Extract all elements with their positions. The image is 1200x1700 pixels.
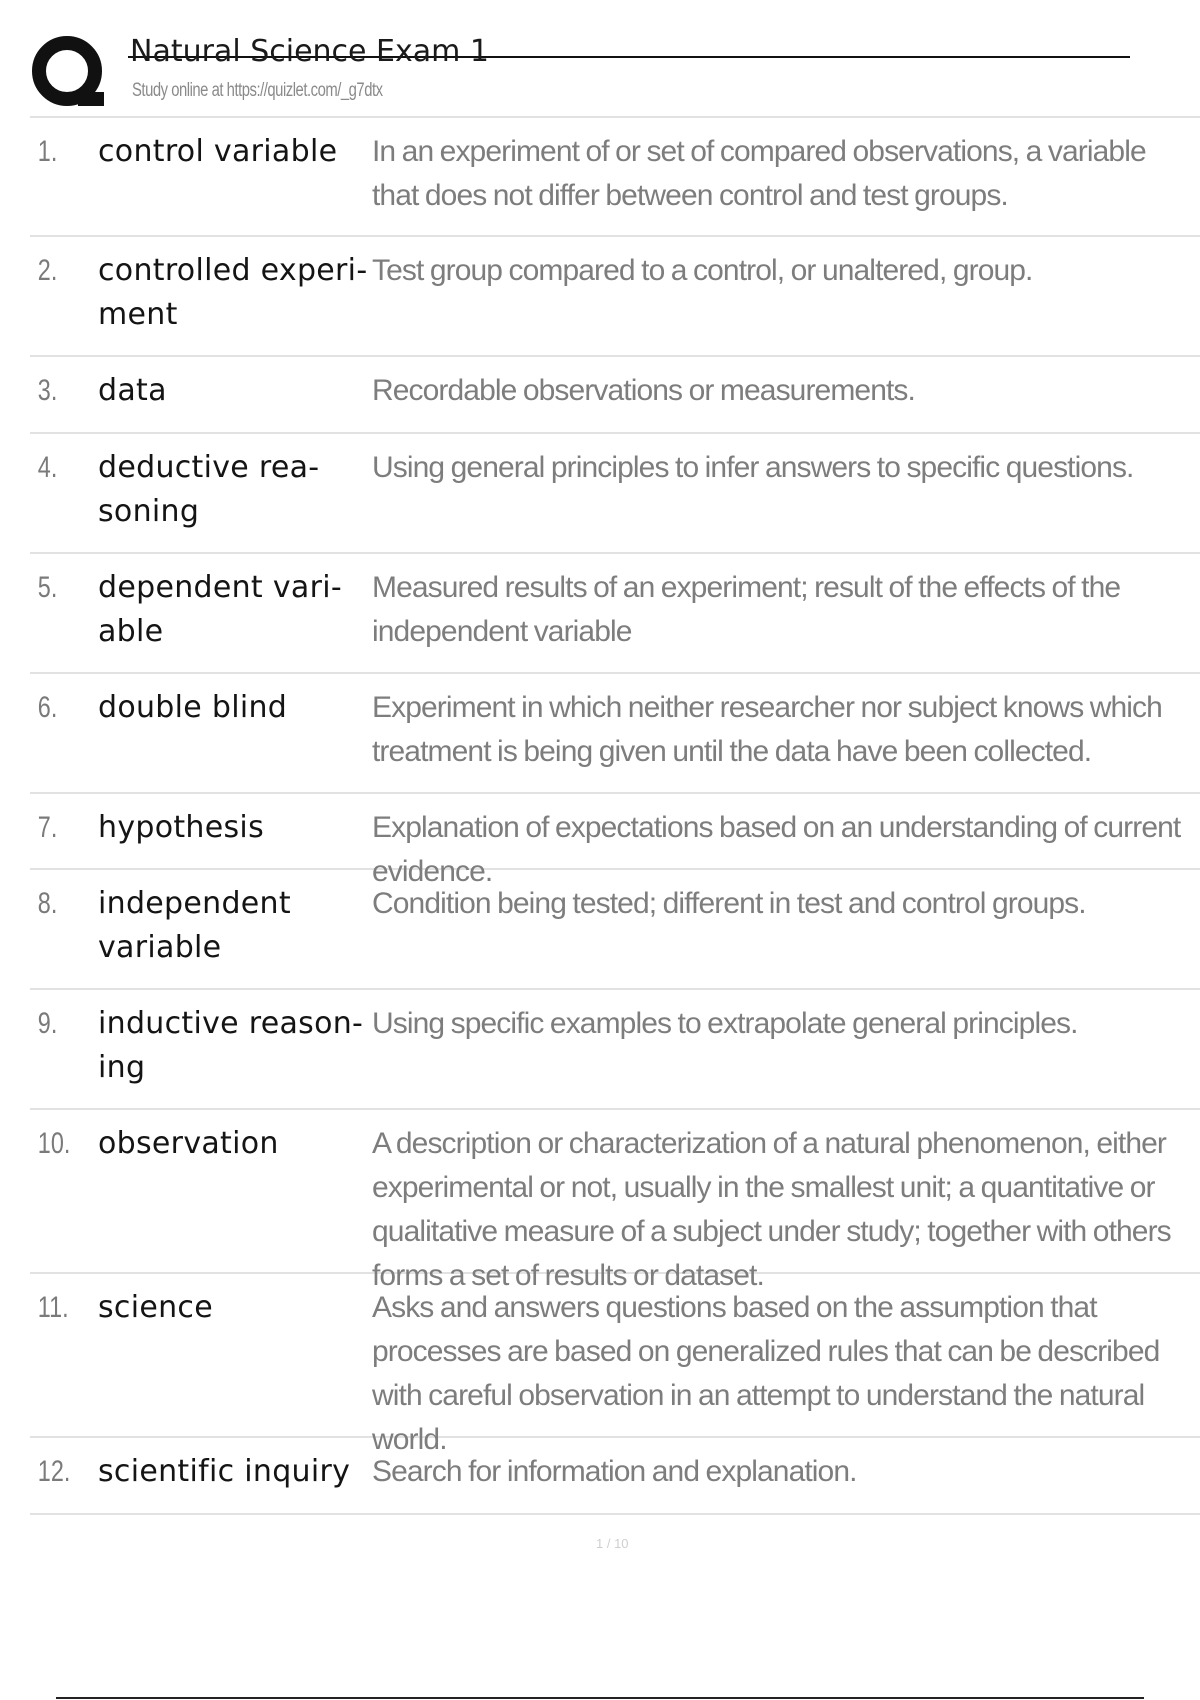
term-word: inductive reason- ing: [98, 1006, 364, 1085]
term-row: [30, 434, 1200, 554]
term-row: [30, 357, 1200, 434]
term-number: 2.: [37, 254, 58, 287]
term-number: 11.: [37, 1291, 69, 1324]
quizlet-q-logo-icon: [30, 34, 110, 114]
term-definition: A description or characterization of a natural phenomenon, either experimental or not, usually in the smallest unit; a quantitative or qualitative measure of a subject under study; together with others forms a set of results or dataset.: [372, 1127, 1171, 1292]
term-word: deductive rea- soning: [98, 450, 320, 529]
term-definition: Search for information and explanation.: [372, 1455, 857, 1488]
term-number: 3.: [37, 374, 58, 407]
term-word: data: [98, 373, 167, 408]
term-number: 10.: [37, 1127, 71, 1160]
term-row: [30, 990, 1200, 1110]
term-number: 6.: [37, 691, 58, 724]
document-header: [30, 30, 1140, 115]
term-number: 7.: [37, 811, 58, 844]
term-row: [30, 118, 1200, 237]
term-word: science: [98, 1290, 213, 1325]
term-number: 5.: [37, 571, 58, 604]
term-word: observation: [98, 1126, 279, 1161]
document-subtitle: Study online at https://quizlet.com/_g7dtx: [132, 80, 383, 101]
page-number: 1 / 10: [596, 1536, 629, 1551]
term-definition: Using general principles to infer answers to specific questions.: [372, 451, 1134, 484]
term-definition: Asks and answers questions based on the assumption that processes are based on generalized rules that can be described with careful observation in an attempt to understand the natural world.: [372, 1291, 1160, 1456]
terms-list: [30, 116, 1200, 1515]
term-word: dependent vari- able: [98, 570, 342, 649]
term-number: 8.: [37, 887, 58, 920]
term-definition: Measured results of an experiment; result of the effects of the independent variable: [372, 571, 1121, 648]
term-number: 1.: [37, 135, 58, 168]
term-row: [30, 870, 1200, 990]
term-row: [30, 1274, 1200, 1456]
term-word: double blind: [98, 690, 288, 725]
term-definition: Experiment in which neither researcher nor subject knows which treatment is being given until the data have been collected.: [372, 691, 1162, 768]
term-row: [30, 237, 1200, 357]
footer-rule: [56, 1697, 1144, 1699]
term-row: [30, 554, 1200, 674]
term-definition: In an experiment of or set of compared observations, a variable that does not differ between control and test groups.: [372, 135, 1146, 212]
term-number: 12.: [37, 1455, 71, 1488]
term-definition: Using specific examples to extrapolate general principles.: [372, 1007, 1078, 1040]
term-number: 9.: [37, 1007, 58, 1040]
term-definition: Test group compared to a control, or unaltered, group.: [372, 254, 1033, 287]
term-row: [30, 1438, 1200, 1515]
term-number: 4.: [37, 451, 58, 484]
term-word: scientific inquiry: [98, 1454, 351, 1489]
term-word: controlled experi- ment: [98, 253, 368, 332]
document-title: Natural Science Exam 1: [130, 34, 489, 69]
term-word: control variable: [98, 134, 338, 169]
term-row: [30, 674, 1200, 794]
term-definition: Recordable observations or measurements.: [372, 374, 915, 407]
term-definition: Explanation of expectations based on an understanding of current evidence.: [372, 811, 1181, 888]
term-row: [30, 794, 1200, 888]
term-word: independent variable: [98, 886, 291, 965]
term-row: [30, 1110, 1200, 1292]
term-word: hypothesis: [98, 810, 264, 845]
term-definition: Condition being tested; different in test and control groups.: [372, 887, 1086, 920]
